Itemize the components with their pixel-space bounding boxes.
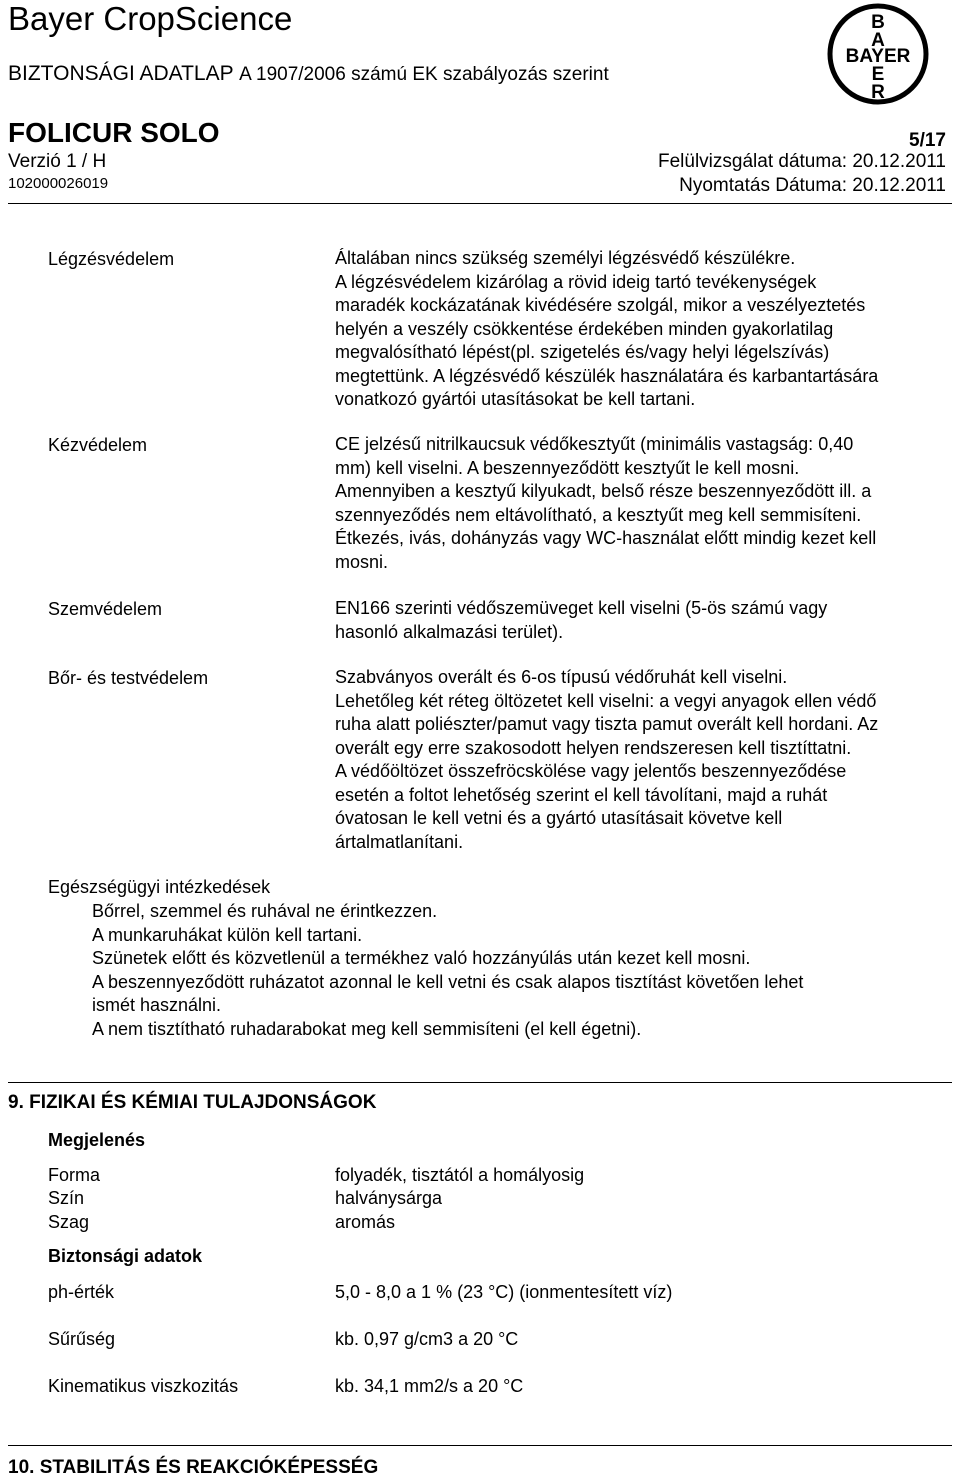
svg-text:A: A <box>871 30 885 51</box>
safety-data-title: Biztonsági adatok <box>48 1246 203 1266</box>
color-label: Szín <box>48 1188 85 1208</box>
revision-date: Felülvizsgálat dátuma: 20.12.2011 <box>658 151 946 172</box>
svg-text:B: B <box>871 12 885 33</box>
header-divider <box>8 203 952 204</box>
hand-protection-label: Kézvédelem <box>48 435 148 455</box>
regulation-text: A 1907/2006 számú EK szabályozás szerint <box>239 64 609 85</box>
density-value: kb. 0,97 g/cm3 a 20 °C <box>335 1329 519 1349</box>
viscosity-value: kb. 34,1 mm2/s a 20 °C <box>335 1376 524 1396</box>
document-type-label: BIZTONSÁGI ADATLAP <box>8 62 234 85</box>
appearance-title: Megjelenés <box>48 1130 146 1150</box>
odor-value: aromás <box>335 1212 396 1232</box>
respiratory-protection-label: Légzésvédelem <box>48 249 175 269</box>
svg-text:E: E <box>871 64 885 85</box>
print-date: Nyomtatás Dátuma: 20.12.2011 <box>679 175 946 196</box>
company-name: Bayer CropScience <box>8 0 293 37</box>
product-name: FOLICUR SOLO <box>8 117 220 148</box>
hand-protection-text: CE jelzésű nitrilkaucsuk védőkesztyűt (minimális vastagság: 0,40 mm) kell viselni. A beszennyeződött kesztyűt le kell mosni. Amennyiben a kesztyű kilyukadt, belső része beszennyeződött ill. a szennyeződés nem eltávolítható, a kesztyűt meg kell semmisíteni. Étkezés, ivás, dohányzás vagy WC-használat előtt mindig kezet kell mosni. <box>335 434 877 572</box>
bayer-cross-logo <box>826 2 930 106</box>
document-type <box>8 62 609 86</box>
hygiene-title: Egészségügyi intézkedések <box>48 877 271 897</box>
odor-label: Szag <box>48 1212 90 1232</box>
eye-protection-label: Szemvédelem <box>48 599 163 619</box>
hygiene-text: Bőrrel, szemmel és ruhával ne érintkezzen. A munkaruhákat külön kell tartani. Szünetek előtt és közvetlenül a termékhez való hozzányúlás után kezet kell mosni. A beszennyeződött ruházatot azonnal le kell vetni és csak alapos tisztítást követően lehet ismét használni. A nem tisztítható ruhadarabokat meg kell semmisíteni (el kell égetni). <box>92 901 804 1039</box>
color-value: halványsárga <box>335 1188 443 1208</box>
eye-protection-text: EN166 szerinti védőszemüveget kell viselni (5-ös számú vagy hasonló alkalmazási terület). <box>335 598 828 642</box>
section-10-title: 10. STABILITÁS ÉS REAKCIÓKÉPESSÉG <box>8 1457 379 1478</box>
skin-protection-label: Bőr- és testvédelem <box>48 668 209 688</box>
viscosity-label: Kinematikus viszkozitás <box>48 1376 239 1396</box>
density-label: Sűrűség <box>48 1329 116 1349</box>
ph-value: 5,0 - 8,0 a 1 % (23 °C) (ionmentesített víz) <box>335 1282 673 1302</box>
ph-label: ph-érték <box>48 1282 115 1302</box>
svg-text:BAYER: BAYER <box>845 46 911 67</box>
version-text: Verzió 1 / H <box>8 151 107 172</box>
document-code: 102000026019 <box>8 175 109 192</box>
form-value: folyadék, tisztától a homályosig <box>335 1165 585 1185</box>
page-number: 5/17 <box>909 130 946 151</box>
skin-protection-text: Szabványos overált és 6-os típusú védőruhát kell viselni. Lehetőleg két réteg öltözetet kell viselni: a vegyi anyagok ellen védő ruha alatt poliészter/pamut vagy tiszta pamut overált kell hordani. Az overált egy erre szakosodott helyen rendszeresen kell tisztíttatni. A védőöltözet összefröcskölése vagy jelentős beszennyeződése esetén a foltot lehetőség szerint el kell távolítani, majd a ruhát óvatosan le kell vetni és a gyártó utasításait követve kell ártalmatlanítani. <box>335 667 879 852</box>
respiratory-protection-text: Általában nincs szükség személyi légzésvédő készülékre. A légzésvédelem kizárólag a rövid ideig tartó tevékenységek maradék kockázatának kivédésére szolgál, mikor a veszélyeztetés helyén a veszély csökkentése érdekében minden gyakorlatilag megvalósítható lépést(pl. szigetelés és/vagy helyi légelszívás) megtettünk. A légzésvédő készülék használatára és karbantartására vonatkozó gyártói utasításokat be kell tartani. <box>335 248 879 409</box>
section-10-divider <box>8 1445 952 1446</box>
svg-text:R: R <box>871 82 885 103</box>
section-9-title: 9. FIZIKAI ÉS KÉMIAI TULAJDONSÁGOK <box>8 1092 377 1113</box>
form-label: Forma <box>48 1165 101 1185</box>
section-9-divider <box>8 1082 952 1083</box>
